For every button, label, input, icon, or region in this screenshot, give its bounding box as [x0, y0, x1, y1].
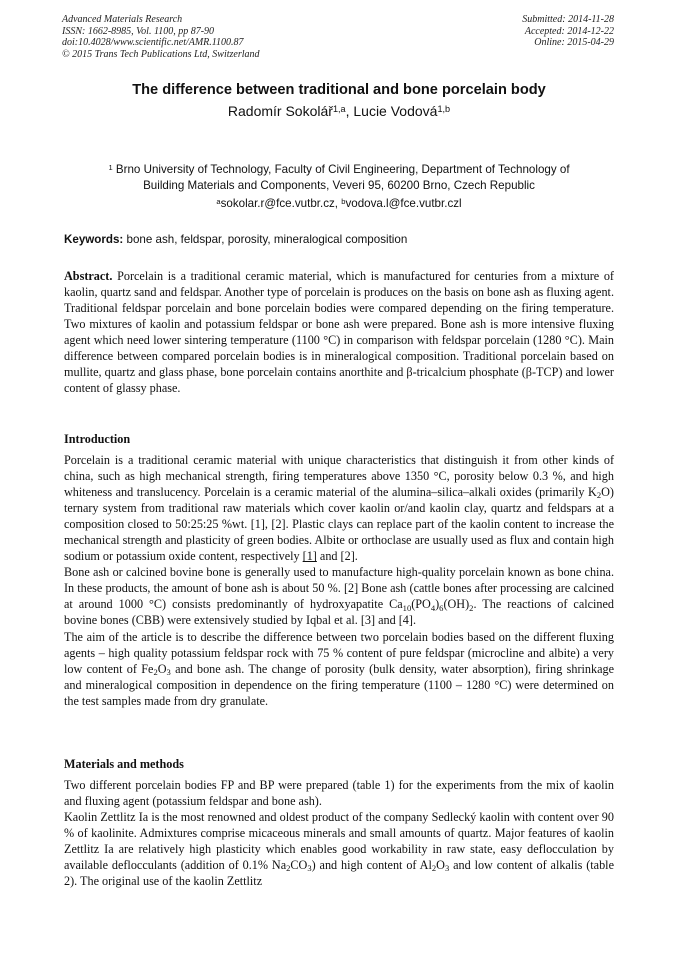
- paragraph: Kaolin Zettlitz Ia is the most renowned and oldest product of the company Sedlecký kaolin with content over 90 % of kaolinite. Admixtures comprise micaceous minerals and small amounts of quartz. Major features of kaolin Zettlitz Ia are relatively high plasticity which enables good workability in raw state, easy deflocculation by available deflocculants (addition of 0.1% $Na_2CO_3$) and high content of $Al_2O_3$ and low content of alkalis (table 2). The original use of the kaolin Zettlitz: [64, 810, 614, 889]
- author-name: Lucie Vodová: [353, 103, 438, 119]
- author-name: Radomír Sokolář: [227, 103, 333, 119]
- online-date: Online: 2015-04-29: [534, 37, 614, 49]
- journal-name: Advanced Materials Research: [62, 14, 183, 25]
- header-right: [522, 14, 614, 49]
- publication-header: [62, 14, 614, 60]
- submitted-date: Submitted: 2014-11-28: [522, 14, 614, 25]
- header-left: [62, 14, 260, 60]
- paragraph: The aim of the article is to describe the difference between two porcelain bodies based on the different fluxing agents – high quality potassium feldspar rock with 75 % content of pure feldspar (microcline and albite) a very low content of $Fe_2O_3$ and bone ash. The change of porosity (bulk density, water absorption), firing shrinkage and mineralogical composition in dependence on the firing temperature (1100 – 1280 °C) were determined on the test samples made from dry granulate.: [64, 629, 615, 708]
- email-a[interactable]: sokolar.r@fce.vutbr.cz,: [220, 197, 342, 210]
- paragraph: Porcelain is a traditional ceramic material with unique characteristics that distinguish it from other kinds of china, such as high mechanical strength, firing temperatures above 1350 °C, porosity below 0.3 %, and high whiteness and translucency. Porcelain is a ceramic material of the alumina–silica–alkali oxides (primarily $K_2O$) ternary system from traditional raw materials which cover kaolin or/and kaolin clay, quartz and feldspars at a composition closed to 50:25:25 %wt. [1], [2]. Plastic clays can replace part of the kaolin content to increase the mechanical strength and plasticity of green bodies. Albite or orthoclase are usually used as flux and contain high sodium or potassium oxide content, respectively [1] and [2].: [64, 453, 614, 564]
- issn: ISSN: 1662-8985, Vol. 1100, pp 87-90: [62, 25, 215, 37]
- introduction-body: [64, 452, 614, 709]
- affiliation-line-2: Building Materials and Components, Veveri 95, 60200 Brno, Czech Republic: [143, 179, 535, 192]
- copyright: © 2015 Trans Tech Publications Ltd, Switzerland: [62, 48, 260, 60]
- keywords: [64, 233, 614, 246]
- paragraph: Bone ash or calcined bovine bone is generally used to manufacture high-quality porcelain known as bone china. In these products, the amount of bone ash is about 50 %. [2] Bone ash (cattle bones after processing are calcined at around 1000 °C) consists predominantly of hydroxyapatite $Ca_{10}(PO_4)_6(OH)_2$. The reactions of calcined bovine bones (CBB) were extensively studied by Iqbal et al. [3] and [4].: [64, 565, 615, 628]
- paper-title: The difference between traditional and bone porcelain body: [132, 82, 546, 98]
- author-emails: $^a$sokolar.r@fce.vutbr.cz, $^b$vodova.l@fce.vutbr.czl: [216, 196, 462, 210]
- affiliation: [70, 162, 608, 194]
- paragraph: Two different porcelain bodies FP and BP were prepared (table 1) for the experiments from the mix of kaolin and fluxing agent (potassium feldspar and bone ash).: [64, 778, 614, 809]
- reference-link[interactable]: [1]: [302, 549, 317, 564]
- email-b[interactable]: vodova.l@fce.vutbr.czl: [345, 197, 462, 210]
- doi[interactable]: doi:10.4028/www.scientific.net/AMR.1100.87: [62, 37, 244, 49]
- abstract-text: Porcelain is a traditional ceramic material, which is manufactured for centuries from a mixture of kaolin, quartz sand and feldspar. Another type of porcelain is produces on the basis on bone ash as fluxing agent. Traditional feldspar porcelain and bone porcelain bodies were compared depending on the firing temperature. Two mixtures of kaolin and potassium feldspar or bone ash were prepared. Bone ash is more intensive fluxing agent which need lower sintering temperature (1100 °C) in comparison with feldspar porcelain (1280 °C). Main difference between compared porcelain bodies is in mineralogical composition. Traditional porcelain based on mullite, quartz and glass phase, bone porcelain contains anorthite and β-tricalcium phosphate (β-TCP) and lower content of glassy phase.: [64, 269, 614, 396]
- methods-body: [64, 777, 614, 889]
- affiliation-sup: 1: [108, 162, 113, 172]
- keywords-label: Keywords:: [64, 233, 124, 246]
- accepted-date: Accepted: 2014-12-22: [524, 25, 614, 37]
- author-separator: ,: [345, 103, 354, 119]
- keywords-text: bone ash, feldspar, porosity, mineralogical composition: [123, 233, 408, 246]
- author-sup: 1,a: [332, 103, 346, 114]
- affiliation-line-1: $^1$ Brno University of Technology, Faculty of Civil Engineering, Department of Technology of: [108, 162, 570, 176]
- introduction-heading: Introduction: [64, 432, 131, 446]
- abstract-label: Abstract.: [64, 269, 113, 283]
- author-sup: 1,b: [437, 103, 451, 114]
- author-list: [20, 103, 658, 119]
- abstract: [64, 268, 614, 396]
- methods-heading: Materials and methods: [64, 757, 184, 771]
